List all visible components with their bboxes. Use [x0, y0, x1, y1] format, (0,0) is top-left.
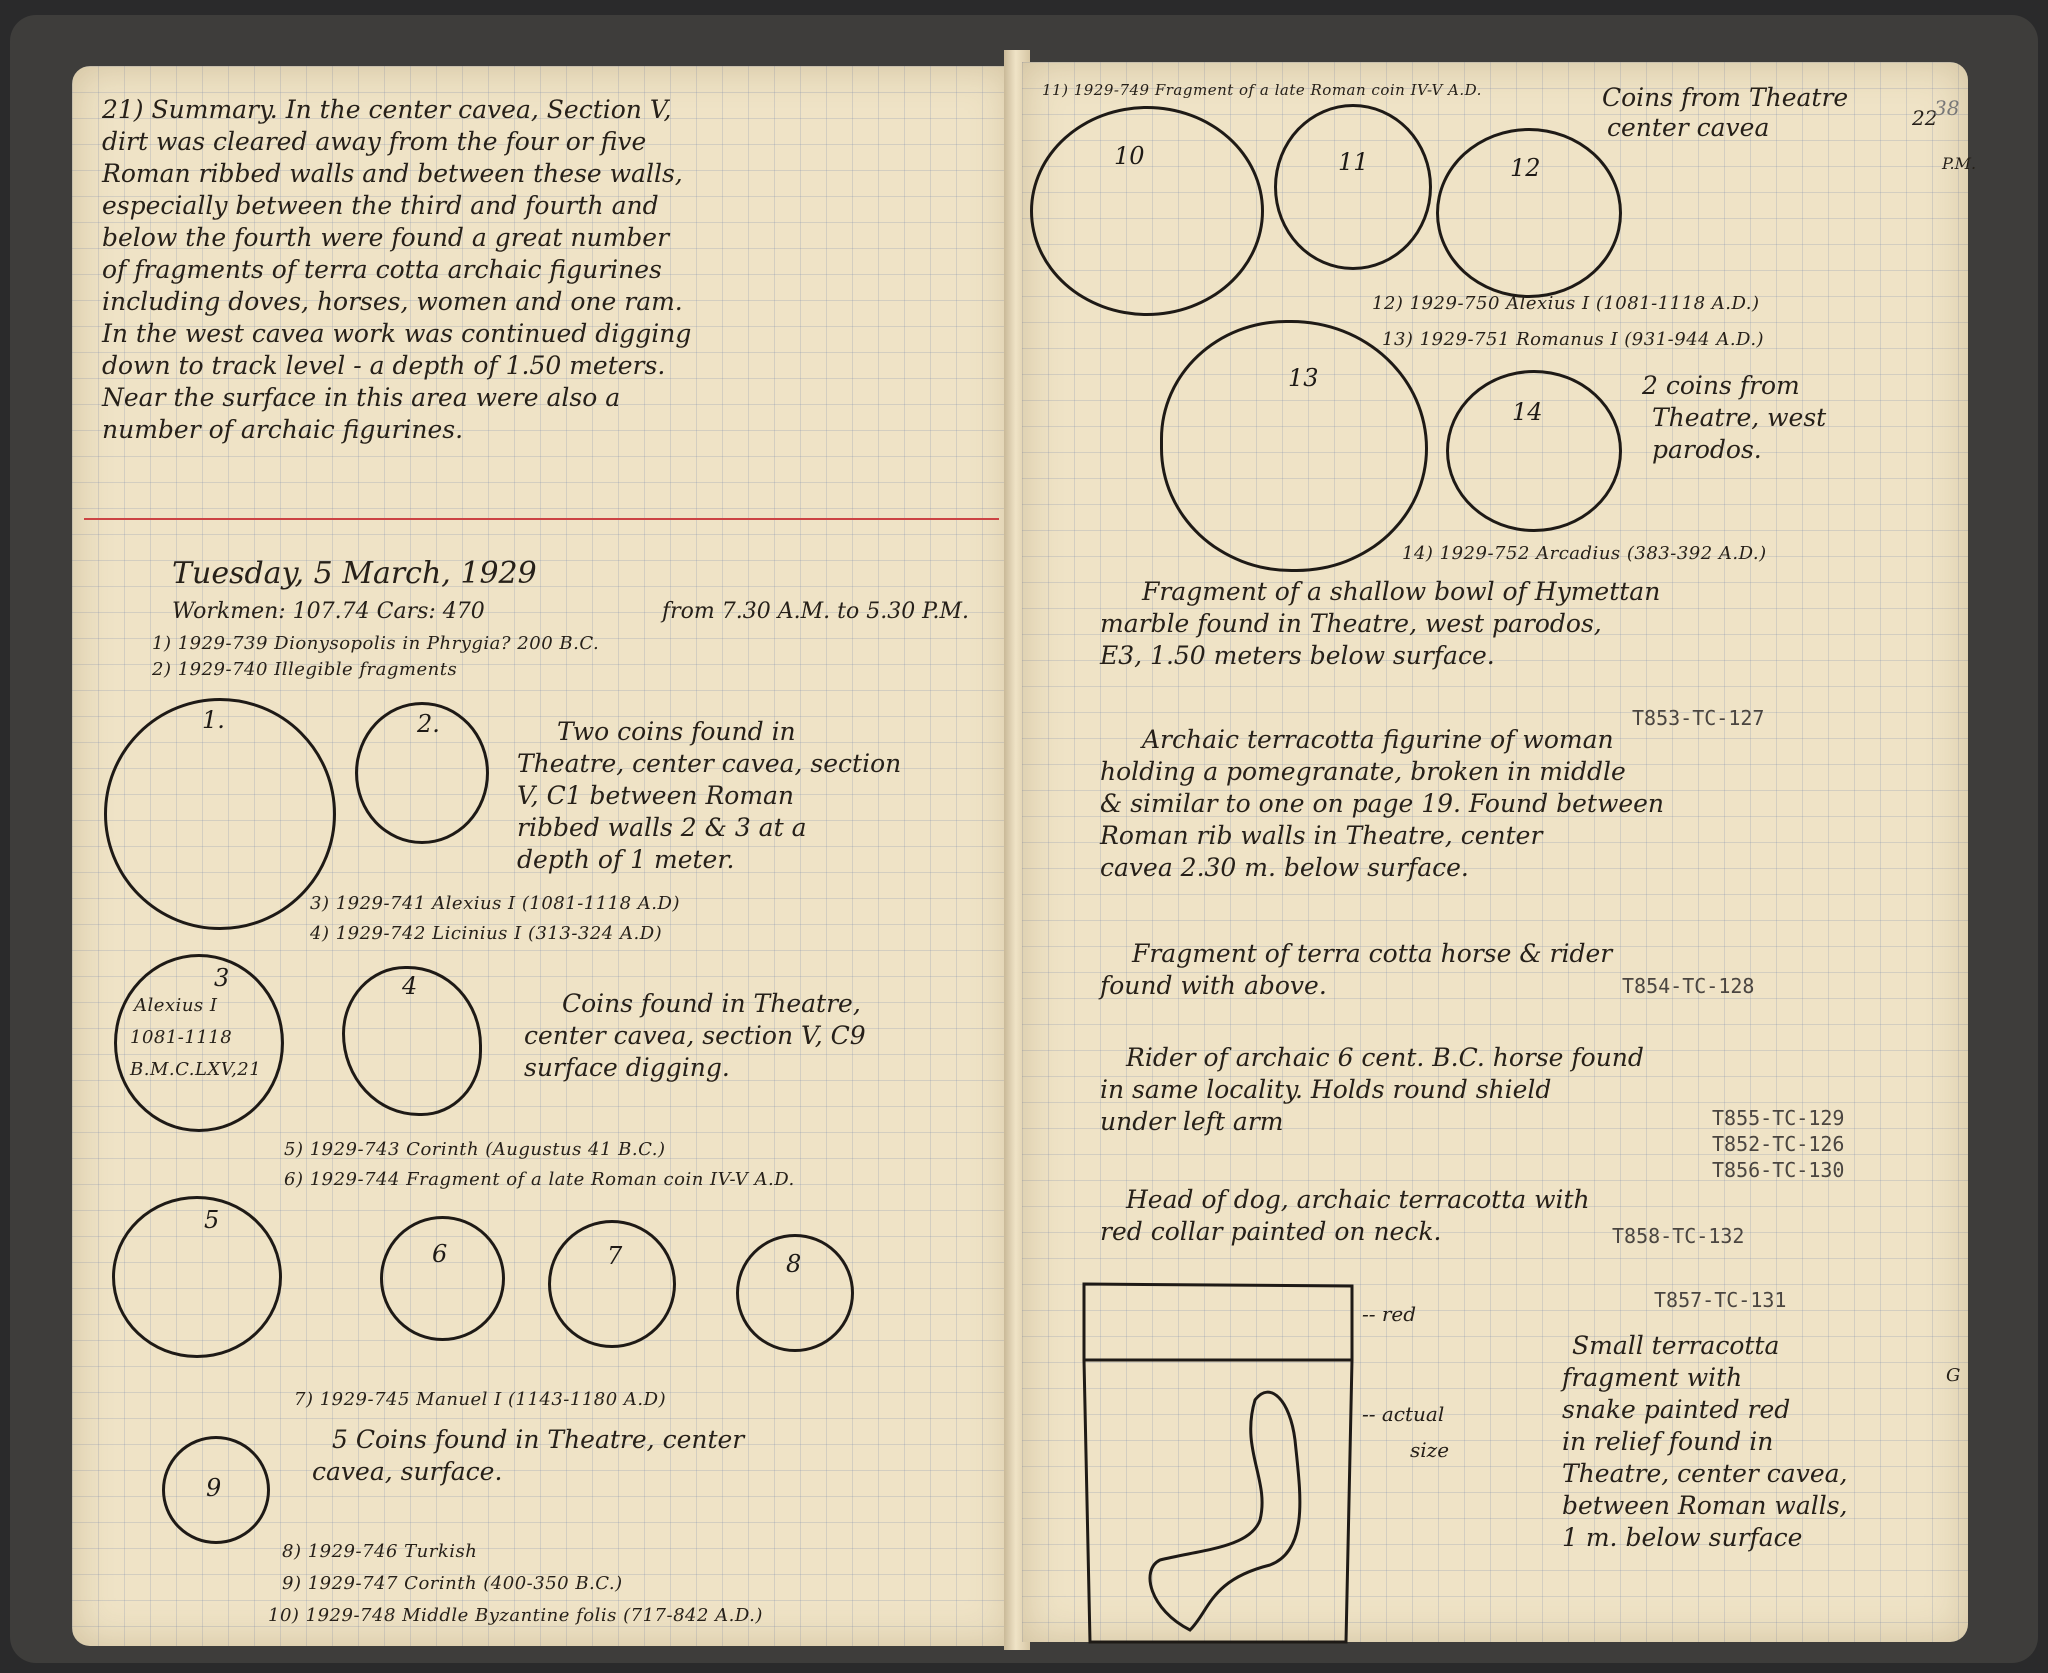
summary-line: especially between the third and fourth and [102, 191, 659, 220]
margin-mark: P.M. [1942, 154, 1977, 173]
coin-outline-6 [380, 1216, 505, 1341]
page-number: 22 [1912, 106, 1938, 130]
artifact-note: Roman rib walls in Theatre, center [1100, 821, 1543, 850]
artifact-note: Fragment of a shallow bowl of Hymettan [1142, 577, 1661, 606]
artifact-note: & similar to one on page 19. Found between [1100, 789, 1665, 818]
summary-line: below the fourth were found a great number [102, 223, 670, 252]
summary-line: 21) Summary. In the center cavea, Section V, [102, 95, 672, 124]
catalog-entry: 4) 1929-742 Licinius I (313-324 A.D) [310, 923, 663, 944]
artifact-note: snake painted red [1562, 1395, 1791, 1424]
catalog-entry: 14) 1929-752 Arcadius (383-392 A.D.) [1402, 543, 1767, 564]
artifact-note: in relief found in [1562, 1427, 1774, 1456]
coins-note: Two coins found in [557, 717, 796, 746]
coin-number: 3 [214, 964, 230, 992]
sketch-label: size [1410, 1438, 1450, 1462]
coins-note: ribbed walls 2 & 3 at a [517, 813, 807, 842]
coin-outline-13 [1160, 320, 1428, 572]
artifact-note: 1 m. below surface [1562, 1523, 1803, 1552]
coins-note: surface digging. [524, 1053, 730, 1082]
artifact-note: fragment with [1562, 1363, 1743, 1392]
summary-line: dirt was cleared away from the four or five [102, 127, 647, 156]
coin-number: 2. [417, 710, 440, 738]
coin-outline-11 [1274, 104, 1432, 270]
artifact-note: under left arm [1100, 1107, 1284, 1136]
summary-line: including doves, horses, women and one ram. [102, 287, 683, 316]
artifact-note: Fragment of terra cotta horse & rider [1132, 939, 1613, 968]
artifact-note: holding a pomegranate, broken in middle [1100, 757, 1626, 786]
catalog-tag: T855-TC-129 [1712, 1106, 1845, 1130]
coin-number: 12 [1510, 154, 1541, 182]
coins-note: Theatre, center cavea, section [517, 749, 902, 778]
coin-number: 9 [206, 1474, 222, 1502]
coins-note: V, C1 between Roman [517, 781, 795, 810]
entry-date: Tuesday, 5 March, 1929 [172, 556, 537, 591]
catalog-tag: T857-TC-131 [1654, 1288, 1787, 1312]
artifact-note: E3, 1.50 meters below surface. [1100, 641, 1495, 670]
left-page [72, 66, 1012, 1646]
coin-number: 13 [1288, 364, 1319, 392]
sketch-label: -- actual [1362, 1402, 1445, 1426]
catalog-entry: 13) 1929-751 Romanus I (931-944 A.D.) [1382, 329, 1765, 350]
summary-line: number of archaic figurines. [102, 415, 464, 444]
coin-outline-10 [1030, 106, 1264, 316]
summary-line: Near the surface in this area were also a [102, 383, 621, 412]
coin-label: Alexius I [134, 995, 218, 1016]
catalog-entry: 9) 1929-747 Corinth (400-350 B.C.) [282, 1573, 623, 1594]
margin-mark: G [1946, 1365, 1961, 1386]
coin-label: B.M.C.LXV,21 [130, 1059, 262, 1080]
catalog-entry: 7) 1929-745 Manuel I (1143-1180 A.D) [294, 1389, 667, 1410]
catalog-entry: 6) 1929-744 Fragment of a late Roman coin IV-V A.D. [284, 1169, 795, 1190]
artifact-note: Head of dog, archaic terracotta with [1126, 1185, 1590, 1214]
page-number-alt: 38 [1934, 96, 1960, 120]
catalog-tag: T858-TC-132 [1612, 1224, 1745, 1248]
artifact-note: between Roman walls, [1562, 1491, 1848, 1520]
coins-note: Coins found in Theatre, [562, 989, 861, 1018]
coins-note: 5 Coins found in Theatre, center [332, 1425, 745, 1454]
coin-number: 11 [1338, 148, 1369, 176]
catalog-tag: T853-TC-127 [1632, 706, 1765, 730]
workmen-count: Workmen: 107.74 Cars: 470 [172, 599, 485, 624]
coins-note: Theatre, west [1652, 403, 1827, 432]
header-title: Coins from Theatre [1602, 83, 1849, 112]
work-hours: from 7.30 A.M. to 5.30 P.M. [662, 599, 970, 624]
catalog-tag: T854-TC-128 [1622, 974, 1755, 998]
catalog-entry: 3) 1929-741 Alexius I (1081-1118 A.D) [310, 893, 680, 914]
summary-line: down to track level - a depth of 1.50 meters. [102, 351, 666, 380]
coins-note: cavea, surface. [312, 1457, 503, 1486]
coin-number: 4 [402, 972, 418, 1000]
coin-number: 6 [432, 1240, 448, 1268]
snake-fragment-sketch [1080, 1280, 1380, 1660]
coin-number: 8 [786, 1250, 802, 1278]
sketch-label: -- red [1362, 1302, 1417, 1326]
summary-line: In the west cavea work was continued digging [102, 319, 692, 348]
catalog-entry: 2) 1929-740 Illegible fragments [152, 659, 458, 680]
header-title: center cavea [1607, 113, 1770, 142]
coins-note: depth of 1 meter. [517, 845, 735, 874]
artifact-note: in same locality. Holds round shield [1100, 1075, 1552, 1104]
catalog-entry: 8) 1929-746 Turkish [282, 1541, 478, 1562]
catalog-entry: 12) 1929-750 Alexius I (1081-1118 A.D.) [1372, 293, 1760, 314]
red-divider-line [84, 518, 999, 520]
coins-note: parodos. [1652, 435, 1762, 464]
artifact-note: cavea 2.30 m. below surface. [1100, 853, 1469, 882]
coins-note: 2 coins from [1642, 371, 1800, 400]
catalog-entry: 11) 1929-749 Fragment of a late Roman coin IV-V A.D. [1042, 81, 1482, 99]
coin-label: 1081-1118 [130, 1027, 233, 1048]
catalog-entry: 1) 1929-739 Dionysopolis in Phrygia? 200 B.C. [152, 633, 600, 654]
coin-number: 7 [607, 1242, 623, 1270]
coin-number: 1. [202, 706, 225, 734]
coin-outline-7 [548, 1220, 676, 1348]
artifact-note: Theatre, center cavea, [1562, 1459, 1848, 1488]
catalog-entry: 5) 1929-743 Corinth (Augustus 41 B.C.) [284, 1139, 666, 1160]
artifact-note: Small terracotta [1572, 1331, 1780, 1360]
artifact-note: Rider of archaic 6 cent. B.C. horse found [1126, 1043, 1644, 1072]
coin-number: 10 [1114, 142, 1145, 170]
summary-line: Roman ribbed walls and between these walls, [102, 159, 683, 188]
coin-outline-5 [112, 1196, 282, 1358]
catalog-tag: T856-TC-130 [1712, 1158, 1845, 1182]
artifact-note: Archaic terracotta figurine of woman [1142, 725, 1614, 754]
catalog-tag: T852-TC-126 [1712, 1132, 1845, 1156]
right-page [1022, 62, 1977, 1642]
coins-note: center cavea, section V, C9 [524, 1021, 866, 1050]
catalog-entry: 10) 1929-748 Middle Byzantine folis (717-842 A.D.) [268, 1605, 763, 1626]
artifact-note: red collar painted on neck. [1100, 1217, 1442, 1246]
summary-line: of fragments of terra cotta archaic figurines [102, 255, 662, 284]
artifact-note: marble found in Theatre, west parodos, [1100, 609, 1602, 638]
coin-number: 14 [1512, 398, 1543, 426]
coin-outline-14 [1446, 370, 1622, 532]
artifact-note: found with above. [1100, 971, 1327, 1000]
coin-number: 5 [204, 1206, 220, 1234]
